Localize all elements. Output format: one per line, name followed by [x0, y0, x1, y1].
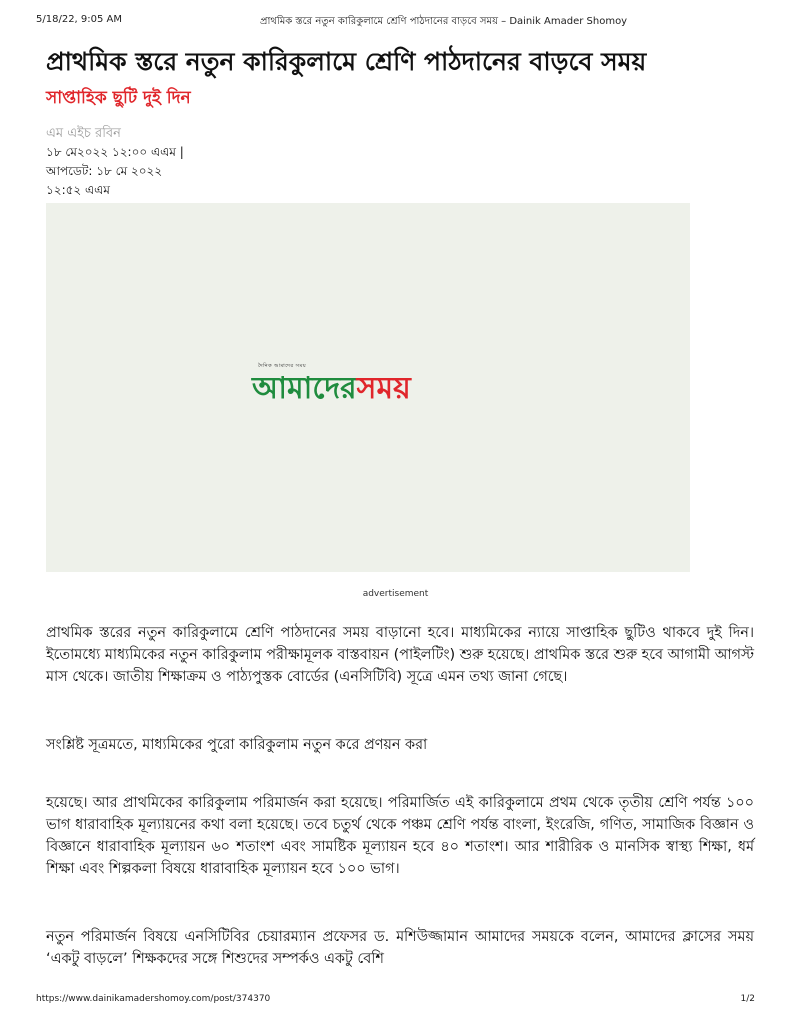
article-paragraph-1: প্রাথমিক স্তরের নতুন কারিকুলামে শ্রেণি পাঠদানের সময় বাড়ানো হবে। মাধ্যমিকের ন্যায়ে সাপ্তাহিক ছুটিও থাকবে দুই দিন। ইতোমধ্যে মাধ্যমিকের নতুন কারিকুলাম পরীক্ষামূলক বাস্তবায়ন (পাইলটিং) শুরু হয়েছে। প্রাথমিক স্তরে শুরু হবে আগামী আগস্ট মাস থেকে। জাতীয় শিক্ষাক্রম ও পাঠ্যপুস্তক বোর্ডের (এনসিটিবি) সূত্রে এমন তথ্য জানা গেছে।: [46, 625, 754, 685]
print-header: [36, 14, 755, 30]
article-paragraph-2: সংশ্লিষ্ট সূত্রমতে, মাধ্যমিকের পুরো কারিকুলাম নতুন করে প্রণয়ন করা: [46, 737, 428, 753]
advertisement-label: advertisement: [362, 589, 429, 599]
logo-wordmark: [252, 371, 411, 407]
article-subheadline: সাপ্তাহিক ছুটি দুই দিন: [46, 88, 191, 108]
author-name[interactable]: এম এইচ রবিন: [46, 126, 121, 141]
logo-word-amader: আমাদের: [252, 371, 357, 406]
newspaper-logo: [252, 363, 411, 407]
article-meta: [46, 124, 184, 200]
article-paragraph-4: নতুন পরিমার্জন বিষয়ে এনসিটিবির চেয়ারম্যান প্রফেসর ড. মশিউজ্জামান আমাদের সময়কে বলেন, আমাদের ক্লাসের সময় ‘একটু বাড়লে’ শিক্ষকদের সঙ্গে শিশুদের সম্পর্কও একটু বেশি: [46, 929, 754, 967]
published-date: ১৮ মে২০২২ ১২:০০ এএম |: [46, 145, 184, 159]
print-url[interactable]: https://www.dainikamadershomoy.com/post/374370: [36, 994, 271, 1004]
updated-time: ১২:৫২ এএম: [46, 183, 110, 197]
logo-word-shomoy: সময়: [356, 371, 411, 406]
article-headline: প্রাথমিক স্তরে নতুন কারিকুলামে শ্রেণি পাঠদানের বাড়বে সময়: [46, 47, 647, 76]
page-number: 1/2: [740, 994, 755, 1004]
print-datetime: 5/18/22, 9:05 AM: [36, 14, 123, 25]
print-page-title: প্রাথমিক স্তরে নতুন কারিকুলামে শ্রেণি পাঠদানের বাড়বে সময় – Dainik Amader Shomoy: [260, 16, 628, 27]
article-paragraph-3: হয়েছে। আর প্রাথমিকের কারিকুলাম পরিমার্জন করা হয়েছে। পরিমার্জিত এই কারিকুলামে প্রথম থেকে তৃতীয় শ্রেণি পর্যন্ত ১০০ ভাগ ধারাবাহিক মূল্যায়নের কথা বলা হয়েছে। তবে চতুর্থ থেকে পঞ্চম শ্রেণি পর্যন্ত বাংলা, ইংরেজি, গণিত, সামাজিক বিজ্ঞান ও বিজ্ঞানে ধারাবাহিক মূল্যায়ন ৬০ শতাংশ এবং সামষ্টিক মূল্যায়ন হবে ৪০ শতাংশ। আর শারীরিক ও মানসিক স্বাস্থ্য শিক্ষা, ধর্ম শিক্ষা এবং শিল্পকলা বিষয়ে ধারাবাহিক মূল্যায়ন হবে ১০০ ভাগ।: [46, 795, 754, 877]
updated-date: আপডেট: ১৮ মে ২০২২: [46, 164, 163, 178]
hero-image: [46, 203, 690, 572]
logo-tagline: দৈনিক আমাদের সময়: [258, 363, 307, 369]
